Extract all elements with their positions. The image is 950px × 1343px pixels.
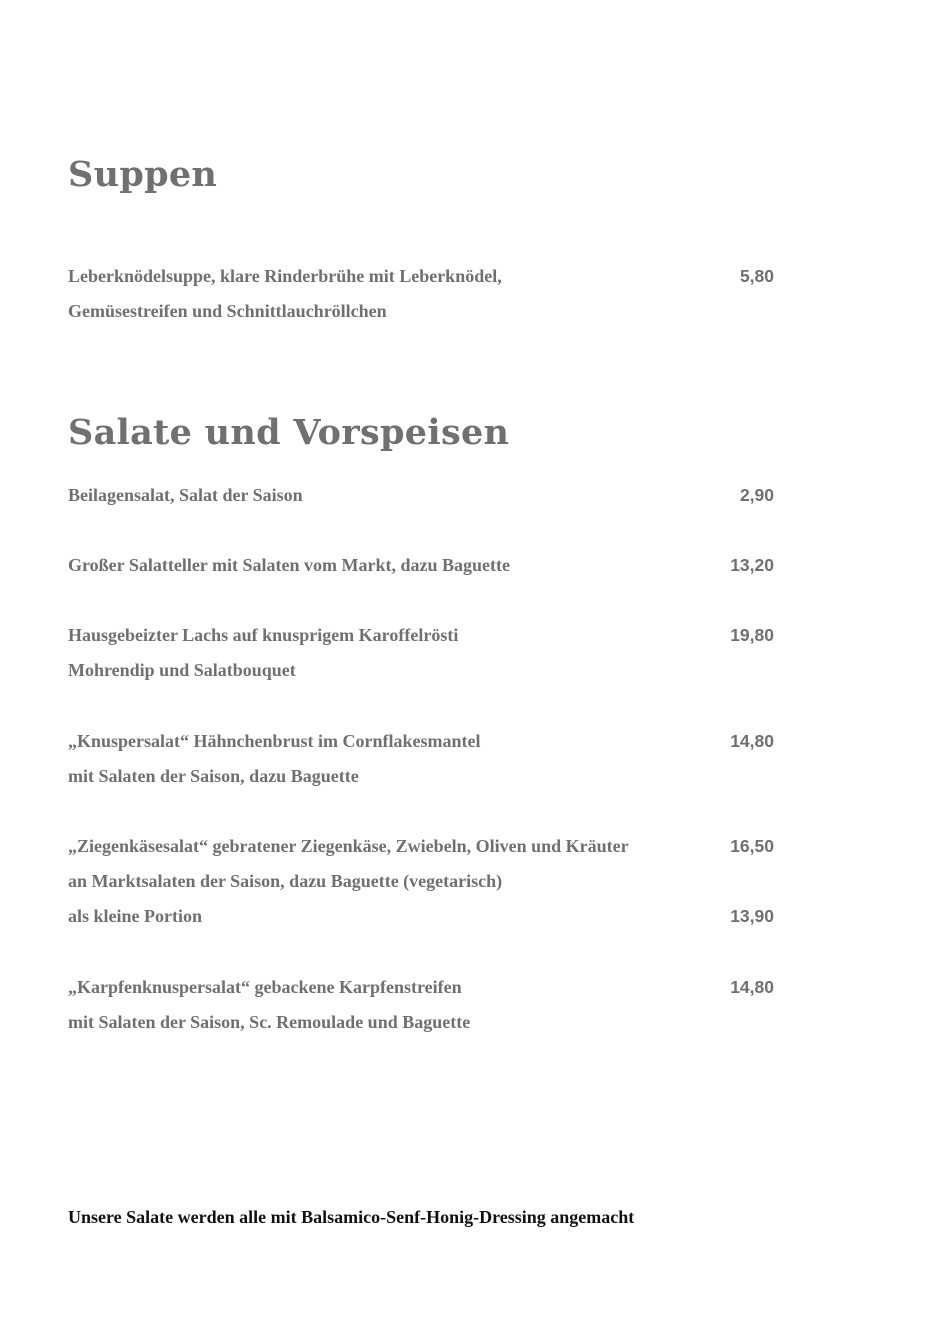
menu-item-knuspersalat-price: 14,80 <box>730 731 774 751</box>
menu-item-ziegenkaesesalat-line-1: „Ziegenkäsesalat“ gebratener Ziegenkäse, Zwiebeln, Oliven und Kräuter <box>68 836 629 856</box>
menu-item-leberknoedelsuppe-price: 5,80 <box>739 266 774 286</box>
section-title-suppen: Suppen <box>68 154 218 195</box>
menu-item-karpfenknuspersalat-line-2: mit Salaten der Saison, Sc. Remoulade und Baguette <box>68 1012 471 1032</box>
menu-item-ziegenkaesesalat-small-price: 13,90 <box>730 906 774 926</box>
dressing-footnote: Unsere Salate werden alle mit Balsamico-Senf-Honig-Dressing angemacht <box>68 1207 635 1227</box>
menu-item-lachs-line-1: Hausgebeizter Lachs auf knusprigem Karoffelrösti <box>68 625 459 645</box>
menu-item-knuspersalat-line-2: mit Salaten der Saison, dazu Baguette <box>68 766 359 786</box>
menu-item-beilagensalat-price: 2,90 <box>739 485 774 505</box>
menu-item-ziegenkaesesalat-price: 16,50 <box>730 836 774 856</box>
menu-item-knuspersalat-line-1: „Knuspersalat“ Hähnchenbrust im Cornflakesmantel <box>68 731 481 751</box>
menu-item-lachs-line-2: Mohrendip und Salatbouquet <box>68 660 296 680</box>
menu-item-karpfenknuspersalat-line-1: „Karpfenknuspersalat“ gebackene Karpfenstreifen <box>68 977 462 997</box>
menu-item-leberknoedelsuppe-line-1: Leberknödelsuppe, klare Rinderbrühe mit Leberknödel, <box>68 266 502 286</box>
menu-item-leberknoedelsuppe-line-2: Gemüsestreifen und Schnittlauchröllchen <box>68 301 387 321</box>
menu-item-ziegenkaesesalat-line-3: als kleine Portion <box>68 906 202 926</box>
menu-item-karpfenknuspersalat-price: 14,80 <box>730 977 774 997</box>
menu-item-lachs-price: 19,80 <box>730 625 774 645</box>
section-title-salate-vorspeisen: Salate und Vorspeisen <box>68 412 510 453</box>
menu-item-beilagensalat-line-1: Beilagensalat, Salat der Saison <box>68 485 303 505</box>
menu-item-ziegenkaesesalat-line-2: an Marktsalaten der Saison, dazu Baguette (vegetarisch) <box>68 871 503 891</box>
menu-item-salatteller-price: 13,20 <box>730 555 774 575</box>
menu-item-salatteller-line-1: Großer Salatteller mit Salaten vom Markt, dazu Baguette <box>68 555 510 575</box>
